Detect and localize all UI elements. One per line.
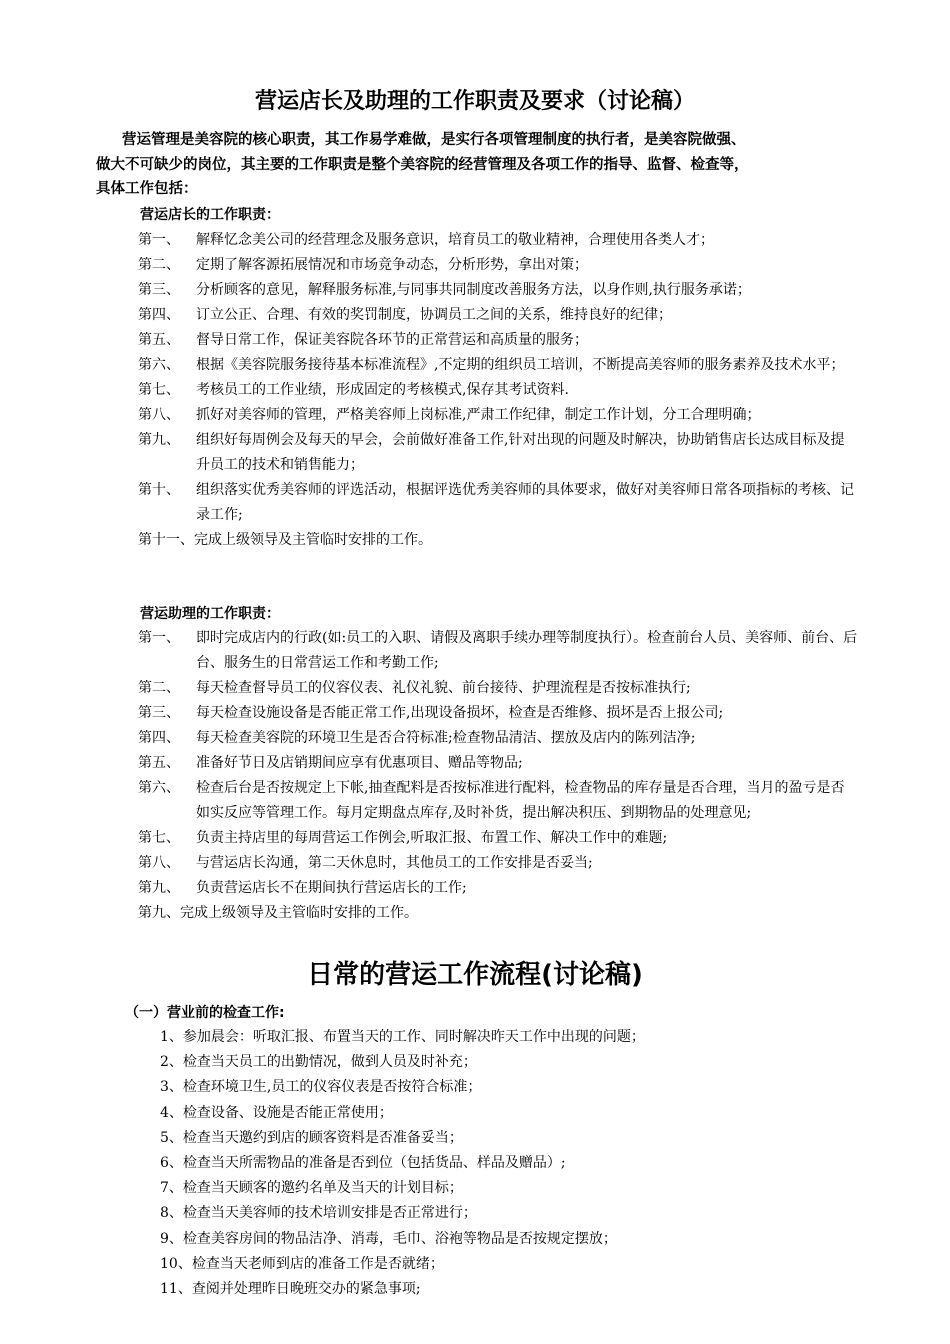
- item-text: 每天检查督导员工的仪容仪表、礼仪礼貌、前台接待、护理流程是否按标准执行;: [196, 680, 691, 696]
- flow-step: 5、检查当天邀约到店的顾客资料是否准备妥当；: [160, 1129, 463, 1146]
- intro-paragraph: [96, 128, 864, 202]
- item-text: 与营运店长沟通，第二天休息时，其他员工的工作安排是否妥当;: [196, 855, 593, 871]
- intro-line: 具体工作包括：: [96, 181, 198, 197]
- flow-step: 9、检查美容房间的物品洁净、消毒，毛巾、浴袍等物品是否按规定摆放；: [160, 1230, 617, 1247]
- item-text: 组织好每周例会及每天的早会，会前做好准备工作,针对出现的问题及时解决，协助销售店长达成目标及提升员工的技术和销售能力；: [196, 432, 845, 473]
- document-title: 营运店长及助理的工作职责及要求（讨论稿）: [254, 89, 695, 114]
- item-text: 订立公正、合理、有效的奖罚制度，协调员工之间的关系，维持良好的纪律；: [196, 307, 672, 323]
- item-text: 准备好节日及店销期间应享有优惠项目、赠品等物品;: [196, 755, 523, 771]
- list-item: [138, 776, 858, 826]
- item-text: 考核员工的工作业绩，形成固定的考核模式,保存其考试资料.: [196, 382, 569, 398]
- item-number: 第七、: [138, 382, 180, 398]
- item-number: 第一、: [138, 232, 180, 248]
- item-text: 检查后台是否按规定上下帐,抽查配料是否按标准进行配料，检查物品的库存量是否合理，当月的盈亏是否如实反应等管理工作。每月定期盘点库存,及时补货，提出解决积压、到期物品的处理意见;: [196, 780, 845, 821]
- flow-sub-heading: （一）营业前的检查工作:: [125, 1005, 285, 1021]
- item-text: 完成上级领导及主管临时安排的工作。: [194, 532, 432, 548]
- item-number: 第八、: [138, 407, 180, 423]
- item-text: 解释忆念美公司的经营理念及服务意识，培育员工的敬业精神，合理使用各类人才；: [196, 232, 714, 248]
- flow-step: 11、查阅并处理昨日晚班交办的紧急事项;: [160, 1281, 421, 1298]
- item-number: 第八、: [138, 855, 180, 871]
- flow-title: 日常的营运工作流程(讨论稿): [307, 960, 643, 990]
- item-number: 第一、: [138, 630, 180, 646]
- list-item: [138, 726, 858, 751]
- list-item: [138, 228, 858, 253]
- item-text: 组织落实优秀美容师的评选活动，根据评选优秀美容师的具体要求，做好对美容师日常各项指标的考核、记录工作;: [196, 482, 854, 523]
- item-text: 负责主持店里的每周营运工作例会,听取汇报、布置工作、解决工作中的难题;: [196, 830, 668, 846]
- list-item: [138, 676, 858, 701]
- manager-duties-list: [138, 228, 858, 553]
- item-text: 每天检查美容院的环境卫生是否合符标准;检查物品清洁、摆放及店内的陈列洁净;: [196, 730, 696, 746]
- flow-step: 7、检查当天顾客的邀约名单及当天的计划目标；: [160, 1180, 463, 1197]
- intro-line: 营运管理是美容院的核心职责，其工作易学难做，是实行各项管理制度的执行者，是美容院做强、: [122, 132, 746, 148]
- list-item: [138, 751, 858, 776]
- flow-step: 1、参加晨会：听取汇报、布置当天的工作、同时解决昨天工作中出现的问题；: [160, 1029, 645, 1045]
- item-number: 第二、: [138, 257, 180, 273]
- list-item: [138, 328, 858, 353]
- intro-line: 做大不可缺少的岗位，其主要的工作职责是整个美容院的经营管理及各项工作的指导、监督、检查等，: [96, 156, 749, 173]
- assistant-duties-list: [138, 626, 858, 926]
- list-item: [138, 403, 858, 428]
- flow-step: 6、检查当天所需物品的准备是否到位（包括货品、样品及赠品）;: [160, 1155, 566, 1172]
- list-item: [138, 851, 858, 876]
- item-number: 第三、: [138, 705, 180, 721]
- manager-duties-heading: 营运店长的工作职责：: [140, 207, 280, 223]
- item-text: 负责营运店长不在期间执行营运店长的工作;: [196, 880, 467, 896]
- item-number: 第十一、: [138, 532, 194, 548]
- item-number: 第三、: [138, 282, 180, 298]
- list-item: [138, 378, 858, 403]
- assistant-duties-heading: 营运助理的工作职责：: [140, 606, 280, 622]
- item-text: 分析顾客的意见，解释服务标准,与同事共同制度改善服务方法，以身作则,执行服务承诺；: [196, 282, 751, 298]
- item-number: 第六、: [138, 780, 180, 796]
- item-number: 第五、: [138, 332, 180, 348]
- flow-steps-list: [160, 1025, 860, 1302]
- flow-step: 3、检查环境卫生,员工的仪容仪表是否按符合标准；: [160, 1079, 482, 1096]
- list-item: [138, 353, 858, 378]
- item-number: 第五、: [138, 755, 180, 771]
- item-text: 抓好对美容师的管理，严格美容师上岗标准,严肃工作纪律，制定工作计划，分工合理明确；: [196, 407, 761, 423]
- item-text: 即时完成店内的行政(如:员工的入职、请假及离职手续办理等制度执行）。检查前台人员、美容师、前台、后台、服务生的日常营运工作和考勤工作;: [196, 630, 858, 671]
- item-number: 第四、: [138, 307, 180, 323]
- item-number: 第九、: [138, 905, 180, 921]
- item-number: 第七、: [138, 830, 180, 846]
- item-text: 每天检查设施设备是否能正常工作,出现设备损坏，检查是否维修、损坏是否上报公司;: [196, 705, 724, 721]
- item-number: 第四、: [138, 730, 180, 746]
- item-text: 定期了解客源拓展情况和市场竞争动态，分析形势，拿出对策；: [196, 257, 588, 273]
- item-number: 第二、: [138, 680, 180, 696]
- item-number: 第六、: [138, 357, 180, 373]
- list-item: [138, 528, 858, 553]
- item-number: 第九、: [138, 432, 180, 448]
- item-text: 根据《美容院服务接待基本标准流程》,不定期的组织员工培训，不断提高美容师的服务素养及技术水平；: [196, 357, 845, 373]
- item-number: 第九、: [138, 880, 180, 896]
- item-number: 第十、: [138, 482, 180, 498]
- flow-step: 8、检查当天美容师的技术培训安排是否正常进行；: [160, 1205, 477, 1222]
- list-item: [138, 826, 858, 851]
- list-item: [138, 278, 858, 303]
- list-item: [138, 876, 858, 901]
- list-item: [138, 478, 858, 528]
- flow-step: 4、检查设备、设施是否能正常使用；: [160, 1104, 393, 1121]
- item-text: 督导日常工作，保证美容院各环节的正常营运和高质量的服务；: [196, 332, 588, 348]
- flow-step: 2、检查当天员工的出勤情况，做到人员及时补充；: [160, 1054, 477, 1071]
- list-item: [138, 303, 858, 328]
- list-item: [138, 428, 858, 478]
- list-item: [138, 701, 858, 726]
- list-item: [138, 253, 858, 278]
- item-text: 完成上级领导及主管临时安排的工作。: [180, 905, 418, 921]
- list-item: [138, 626, 858, 676]
- flow-step: 10、检查当天老师到店的准备工作是否就绪；: [160, 1255, 444, 1272]
- list-item: [138, 901, 858, 926]
